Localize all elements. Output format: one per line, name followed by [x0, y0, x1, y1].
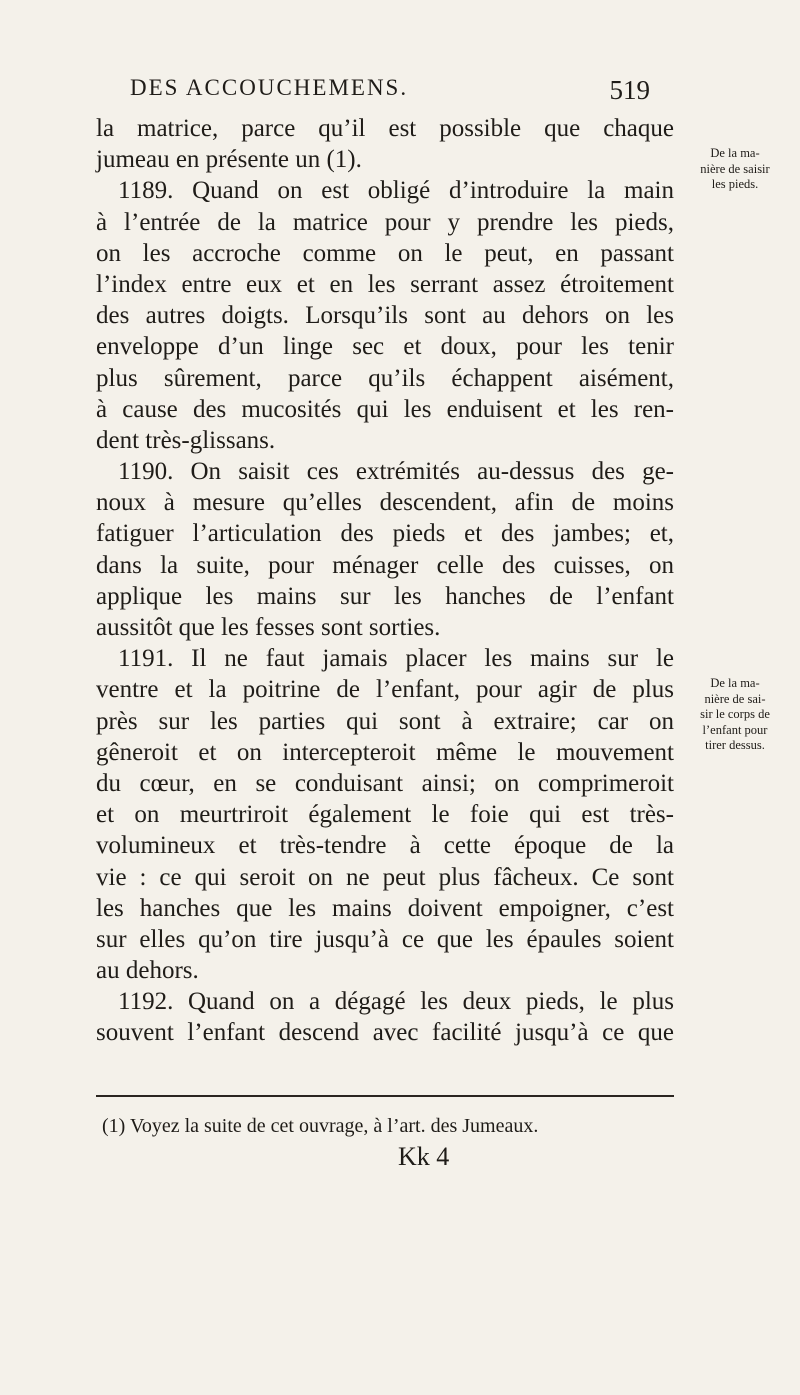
signature-mark: Kk 4 [398, 1142, 450, 1171]
paragraph-1190-start: 1190. On saisit ces extrémités au-dessus des ge- [118, 458, 674, 486]
margin-note-line: sir le corps de [700, 707, 770, 721]
text-line: plus sûrement, parce qu’ils échappent aisément, [96, 364, 674, 392]
text-line: dent très-glissans. [96, 426, 276, 454]
footnote: (1) Voyez la suite de cet ouvrage, à l’art. des Jumeaux. [102, 1115, 539, 1137]
margin-note-line: nière de saisir [700, 161, 770, 176]
margin-note-saisir-pieds [680, 146, 790, 193]
text-line: noux à mesure qu’elles descendent, afin de moins [96, 489, 674, 517]
margin-note-line: tirer dessus. [705, 738, 765, 752]
text-line: et on meurtriroit également le foie qui est très- [96, 801, 674, 829]
margin-note-saisir-corps [680, 676, 790, 754]
text-line: gêneroit et on intercepteroit même le mouvement [96, 738, 674, 766]
text-line: volumineux et très-tendre à cette époque de la [96, 832, 674, 860]
text-line: souvent l’enfant descend avec facilité jusqu’à ce que [96, 1019, 674, 1047]
margin-note-line: l’enfant pour [702, 722, 768, 737]
text-line: fatiguer l’articulation des pieds et des jambes; et, [96, 520, 674, 548]
text-line: vie : ce qui seroit on ne peut plus fâcheux. Ce sont [96, 863, 674, 891]
text-line: à l’entrée de la matrice pour y prendre les pieds, [96, 208, 674, 236]
running-head-title: DES ACCOUCHEMENS. [130, 75, 409, 100]
text-line: près sur les parties qui sont à extraire; car on [96, 707, 674, 735]
paragraph-1192-start: 1192. Quand on a dégagé les deux pieds, le plus [118, 988, 674, 1016]
margin-note-line: nière de sai- [704, 691, 766, 706]
text-line: jumeau en présente un (1). [96, 146, 362, 174]
text-line: les hanches que les mains doivent empoigner, c’est [96, 894, 674, 922]
text-line: enveloppe d’un linge sec et doux, pour les tenir [96, 333, 674, 361]
text-line: applique les mains sur les hanches de l’enfant [96, 582, 674, 610]
body-text [96, 113, 674, 1049]
paragraph-1189-start: 1189. Quand on est obligé d’introduire la main [118, 177, 674, 205]
text-line: on les accroche comme on le peut, en passant [96, 239, 674, 267]
margin-note-line: De la ma- [710, 676, 760, 690]
footnote-divider [96, 1095, 674, 1097]
text-line: la matrice, parce qu’il est possible que chaque [96, 115, 674, 142]
page-number: 519 [609, 75, 650, 105]
text-line: aussitôt que les fesses sont sorties. [96, 614, 441, 641]
text-line: sur elles qu’on tire jusqu’à ce que les épaules soient [96, 925, 674, 953]
text-line: l’index entre eux et en les serrant assez étroitement [96, 270, 674, 298]
text-line: des autres doigts. Lorsqu’ils sont au dehors on les [96, 302, 674, 330]
text-line: dans la suite, pour ménager celle des cuisses, on [96, 551, 674, 579]
margin-note-line: les pieds. [711, 177, 759, 191]
margin-note-line: De la ma- [710, 146, 760, 160]
text-line: ventre et la poitrine de l’enfant, pour agir de plus [96, 676, 674, 704]
running-head [130, 75, 650, 111]
text-line: à cause des mucosités qui les enduisent et les ren- [96, 395, 674, 423]
text-line: au dehors. [96, 957, 199, 985]
text-line: du cœur, en se conduisant ainsi; on comprimeroit [96, 769, 674, 797]
paragraph-1191-start: 1191. Il ne faut jamais placer les mains sur le [118, 645, 674, 673]
